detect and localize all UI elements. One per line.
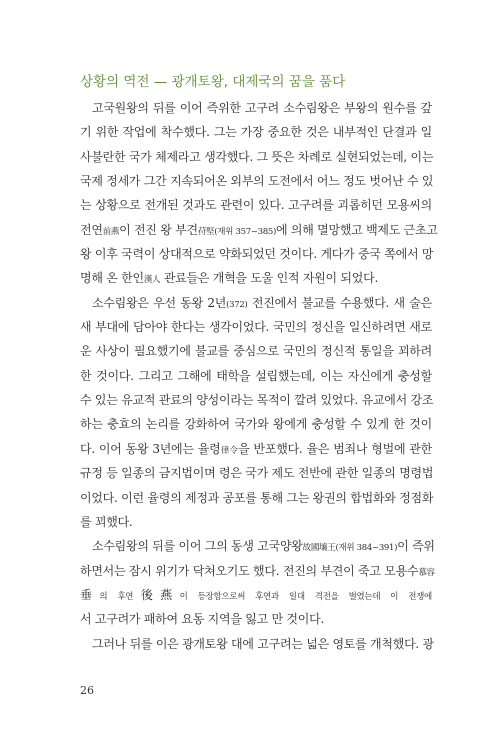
text-segment: 소수림왕은 우선 동왕 2년 (92, 295, 227, 310)
text-segment: 전연 (80, 222, 103, 237)
text-segment: 운 사상이 필요했기에 불교를 중심으로 국민의 정신적 통일을 꾀하려 (80, 344, 432, 359)
text-line (80, 437, 432, 461)
text-segment: 명해 온 한인 (80, 271, 144, 286)
body-text (80, 96, 438, 656)
text-segment: 다. 이어 동왕 3년에는 율령 (80, 441, 221, 456)
text-segment: 새 부대에 담아야 한다는 생각이었다. 국민의 정신을 일신하려면 새로 (80, 320, 432, 335)
text-line (80, 510, 432, 534)
text-line (80, 339, 432, 363)
text-segment: 국제 정세가 그간 지속되어온 외부의 도전에서 어느 정도 벗어난 수 있 (80, 174, 434, 189)
text-segment: 을 반포했다. 율은 범죄나 형벌에 관한 (238, 441, 432, 456)
text-line (80, 145, 432, 169)
text-segment: 기 위한 작업에 착수했다. 그는 가장 중요한 것은 내부적인 단결과 일 (80, 125, 432, 140)
text-segment: 그러나 뒤를 이은 광개토왕 대에 고구려는 넓은 영토를 개척했다. 광 (92, 636, 434, 651)
text-line (80, 193, 432, 217)
text-segment: 이었다. 이런 율령의 제정과 공포를 통해 그는 왕권의 합법화와 정점화 (80, 490, 434, 505)
text-segment: 이 즉위 (397, 539, 435, 554)
text-segment: 왕 이후 국력이 상대적으로 약화되었던 것이다. 게다가 중국 쪽에서 망 (80, 247, 434, 262)
text-segment: 는 상황으로 전개된 것과도 관련이 있다. 고구려를 괴롭히던 모용씨의 (80, 198, 432, 213)
text-line (80, 364, 432, 388)
text-segment: 하는 충효의 논리를 강화하여 국가와 왕에게 충성할 수 있게 한 것이 (80, 417, 432, 432)
text-segment: 소수림왕의 뒤를 이어 그의 동생 고국양왕 (92, 539, 303, 554)
gloss-annotation: 漢人 (143, 275, 161, 286)
text-segment: 전진에서 불교를 수용했다. 새 술은 (247, 295, 432, 310)
text-segment: 를 꾀했다. (80, 514, 133, 529)
section-heading: 상황의 역전 — 광개토왕, 대제국의 꿈을 품다 (80, 74, 346, 90)
text-line (80, 461, 432, 485)
text-line (80, 315, 432, 339)
gloss-annotation: 律令 (220, 445, 239, 456)
text-line (80, 242, 432, 266)
gloss-annotation: (372) (226, 299, 248, 310)
text-segment: 관료들은 개혁을 도울 인적 자원이 되었다. (160, 271, 379, 286)
text-line (80, 169, 432, 193)
gloss-annotation: 苻堅(재위 357~385) (197, 226, 276, 237)
text-line (80, 120, 432, 144)
text-line (80, 534, 435, 558)
gloss-annotation: 이 등장함으로써 후연과 일대 격전을 벌였는데 이 전쟁에 (179, 591, 432, 602)
text-line (80, 632, 432, 656)
text-segment: 규정 등 일종의 금지법이며 령은 국가 제도 전반에 관한 일종의 명령법 (80, 466, 434, 481)
text-segment: 이 전진 왕 부견 (119, 222, 198, 237)
text-line (80, 583, 432, 607)
text-line (80, 559, 435, 583)
text-segment: 에 의해 멸망했고 백제도 근초고 (275, 222, 438, 237)
text-line (80, 96, 432, 120)
gloss-annotation: 故國壤王(재위 384~391) (302, 543, 398, 554)
text-line (80, 266, 432, 290)
text-segment: 수 있는 유교적 관료의 양성이라는 목적이 깔려 있었다. 유교에서 강조 (80, 393, 434, 408)
text-segment: 한 것이다. 그리고 그해에 태학을 설립했는데, 이는 자신에게 충성할 (80, 368, 432, 383)
text-line (80, 607, 432, 631)
text-segment: 고국원왕의 뒤를 이어 즉위한 고구려 소수림왕은 부왕의 원수를 갚 (92, 101, 432, 115)
gloss-annotation: 의 후연 (99, 591, 134, 602)
text-line (80, 388, 432, 412)
text-segment: 사불란한 국가 체제라고 생각했다. 그 뜻은 차례로 실현되었는데, 이는 (80, 149, 434, 164)
page-number: 26 (80, 684, 94, 697)
text-line (80, 218, 438, 242)
text-segment: 서 고구려가 패하여 요동 지역을 잃고 만 것이다. (80, 612, 325, 627)
text-line (80, 486, 432, 510)
text-segment: 後燕 (133, 587, 180, 602)
text-line (80, 291, 432, 315)
text-line (80, 412, 432, 436)
gloss-annotation: 慕容 (418, 567, 435, 578)
text-segment: 垂 (80, 587, 100, 602)
gloss-annotation: 前燕 (102, 226, 120, 237)
text-segment: 하면서는 잠시 위기가 닥쳐오기도 했다. 전진의 부견이 죽고 모용수 (80, 563, 419, 578)
